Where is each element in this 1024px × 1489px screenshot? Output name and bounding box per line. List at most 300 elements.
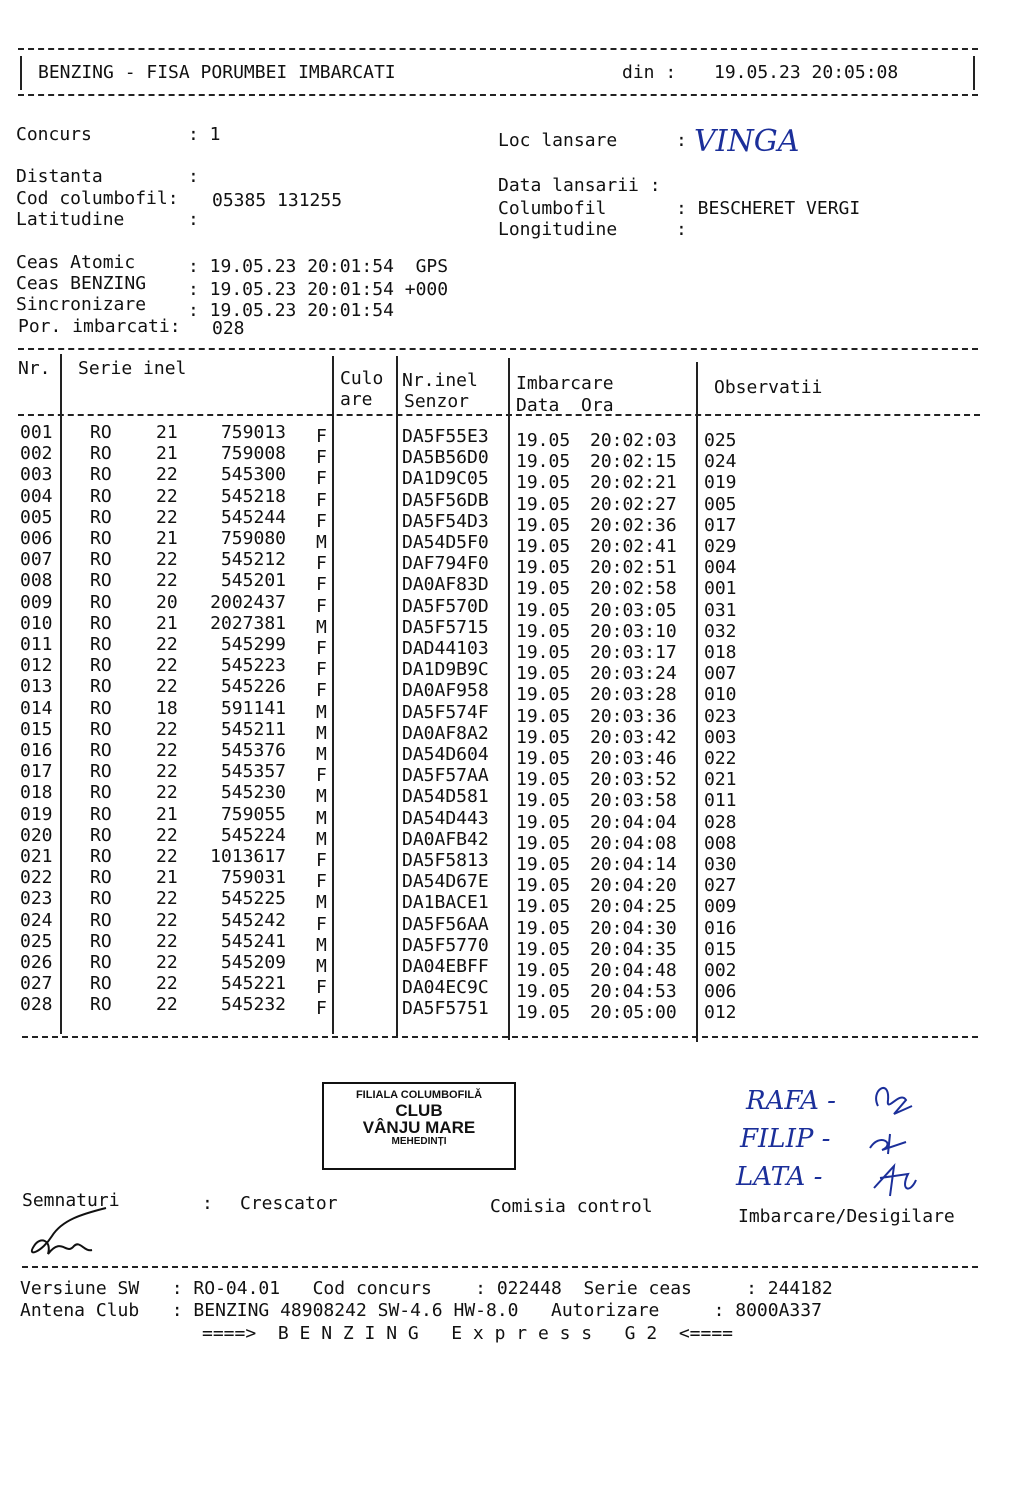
longitudine-value: : — [676, 219, 687, 240]
row-sex: M — [316, 616, 327, 638]
row-ring: 759031 — [220, 867, 286, 889]
concurs-label: Concurs — [16, 124, 92, 145]
header-right-border — [973, 56, 975, 90]
row-year: 22 — [156, 655, 178, 677]
row-time: 20:02:41 — [590, 536, 677, 557]
row-sensor: DA5F56DB — [402, 489, 489, 511]
row-date: 19.05 — [516, 451, 571, 473]
semnaturi-colon: : — [202, 1193, 213, 1214]
row-observatii: 012 — [704, 1002, 737, 1024]
row-nr: 024 — [20, 909, 53, 931]
row-time: 20:02:21 — [590, 472, 677, 494]
row-observatii: 006 — [704, 981, 737, 1003]
loc-lansare-handwritten: VINGA — [694, 124, 800, 159]
row-time: 20:04:08 — [590, 832, 677, 854]
row-observatii: 018 — [704, 642, 737, 663]
row-country: RO — [90, 634, 112, 655]
handwritten-filip: FILIP - — [740, 1124, 831, 1154]
row-date: 19.05 — [516, 1002, 571, 1024]
row-sensor: DA0AF83D — [402, 574, 489, 596]
distanta-label: Distanta — [16, 166, 103, 187]
table-row — [0, 634, 1000, 663]
row-ring: 591141 — [220, 697, 286, 719]
row-sex: F — [316, 553, 327, 575]
row-country: RO — [90, 824, 112, 846]
comisia-control-label: Comisia control — [490, 1196, 653, 1217]
row-country: RO — [90, 591, 112, 613]
row-ring: 545211 — [220, 718, 286, 740]
row-observatii: 022 — [704, 748, 737, 769]
row-sensor: DA1D9C05 — [402, 468, 489, 490]
data-lansarii-label: Data lansarii : — [498, 175, 661, 196]
ceas-benzing-value: : 19.05.23 20:01:54 +000 — [188, 279, 449, 300]
row-country: RO — [90, 994, 112, 1016]
crescator-label: Crescator — [240, 1193, 338, 1214]
columbofil-label: Columbofil — [498, 198, 607, 219]
row-date: 19.05 — [516, 981, 571, 1003]
row-observatii: 032 — [704, 620, 737, 642]
row-country: RO — [90, 952, 112, 973]
crescator-signature — [22, 1206, 112, 1266]
row-nr: 011 — [20, 634, 53, 655]
row-time: 20:03:05 — [590, 599, 677, 621]
row-country: RO — [90, 761, 112, 783]
footer-benzing-express: ====> B E N Z I N G E x p r e s s G 2 <==== — [202, 1323, 734, 1344]
table-row — [0, 464, 1000, 494]
ceas-atomic-label: Ceas Atomic — [16, 252, 136, 273]
row-sex: F — [316, 574, 327, 596]
row-ring: 545212 — [220, 549, 286, 571]
row-sex: F — [316, 765, 327, 787]
row-date: 19.05 — [516, 811, 571, 833]
row-time: 20:04:53 — [590, 981, 677, 1003]
row-year: 22 — [156, 506, 178, 528]
row-date: 19.05 — [516, 748, 571, 769]
col-header-nr: Nr. — [18, 358, 51, 379]
footer-versiune-line: Versiune SW : RO-04.01 Cod concurs : 022448 Serie ceas : 244182 — [20, 1278, 833, 1299]
header-left-border — [20, 56, 22, 90]
row-sensor: DA5B56D0 — [402, 447, 489, 469]
row-observatii: 009 — [704, 896, 737, 918]
row-observatii: 021 — [704, 769, 737, 791]
row-sex: F — [316, 871, 327, 893]
row-ring: 545300 — [220, 464, 286, 486]
row-year: 22 — [156, 973, 178, 995]
cod-columbofil-label: Cod columbofil: — [16, 188, 179, 209]
col-header-observatii: Observatii — [714, 377, 823, 398]
row-country: RO — [90, 740, 112, 761]
row-year: 22 — [156, 740, 178, 761]
row-time: 20:03:46 — [590, 748, 677, 769]
row-sex: F — [316, 850, 327, 871]
row-time: 20:04:14 — [590, 854, 677, 875]
row-nr: 013 — [20, 676, 53, 698]
table-row — [0, 697, 1000, 727]
row-date: 19.05 — [516, 536, 571, 557]
row-time: 20:04:35 — [590, 938, 677, 960]
header-bottom-rule — [18, 94, 978, 96]
table-row — [0, 994, 1000, 1024]
row-sensor: DA54D5F0 — [402, 532, 489, 553]
sincronizare-label: Sincronizare — [16, 294, 147, 315]
row-ring: 545244 — [220, 506, 286, 528]
row-sex: F — [316, 680, 327, 702]
row-nr: 025 — [20, 930, 53, 952]
table-row — [0, 528, 1000, 557]
table-header-rule — [18, 414, 980, 416]
row-observatii: 015 — [704, 938, 737, 960]
stamp-line-4: MEHEDINȚI — [391, 1136, 447, 1148]
row-nr: 009 — [20, 591, 53, 613]
row-sensor: DAD44103 — [402, 638, 489, 659]
row-observatii: 003 — [704, 726, 737, 748]
print-datetime: 19.05.23 20:05:08 — [714, 62, 899, 83]
row-year: 21 — [156, 803, 178, 825]
row-nr: 026 — [20, 952, 53, 973]
col-header-nrinel-1: Nr.inel — [402, 370, 478, 391]
row-year: 22 — [156, 909, 178, 931]
ceas-benzing-label: Ceas BENZING — [16, 273, 147, 294]
latitudine-value: : — [188, 209, 199, 230]
row-observatii: 007 — [704, 663, 737, 685]
row-country: RO — [90, 973, 112, 995]
row-year: 18 — [156, 697, 178, 719]
row-year: 22 — [156, 888, 178, 910]
row-ring: 545242 — [220, 909, 286, 931]
row-date: 19.05 — [516, 493, 571, 515]
row-sex: M — [316, 532, 327, 553]
row-year: 22 — [156, 718, 178, 740]
row-ring: 759080 — [220, 528, 286, 549]
row-observatii: 005 — [704, 493, 737, 515]
header-top-rule — [18, 48, 978, 50]
col-header-nrinel-2: Senzor — [404, 391, 470, 412]
table-row — [0, 422, 1000, 451]
row-time: 20:02:15 — [590, 451, 677, 473]
row-year: 22 — [156, 782, 178, 804]
row-date: 19.05 — [516, 726, 571, 748]
row-year: 21 — [156, 867, 178, 889]
row-time: 20:03:52 — [590, 769, 677, 791]
stamp-line-1: FILIALA COLUMBOFILĂ — [355, 1089, 483, 1101]
table-row — [0, 676, 1000, 706]
table-row — [0, 930, 1000, 960]
row-year: 21 — [156, 422, 178, 443]
sincronizare-value: : 19.05.23 20:01:54 — [188, 300, 394, 321]
row-observatii: 004 — [704, 557, 737, 579]
row-observatii: 023 — [704, 705, 737, 727]
table-row — [0, 803, 1000, 833]
row-nr: 017 — [20, 761, 53, 783]
row-sensor: DA1BACE1 — [402, 892, 489, 914]
row-ring: 759055 — [220, 803, 286, 825]
col-header-serie-inel: Serie inel — [78, 358, 187, 379]
row-time: 20:03:28 — [590, 684, 677, 706]
row-country: RO — [90, 888, 112, 910]
handwritten-lata: LATA - — [736, 1162, 823, 1192]
row-country: RO — [90, 867, 112, 889]
row-year: 22 — [156, 761, 178, 783]
row-ring: 545376 — [220, 740, 286, 761]
row-date: 19.05 — [516, 896, 571, 918]
row-sensor: DA54D443 — [402, 807, 489, 829]
row-sex: F — [316, 638, 327, 659]
col-header-imbarcare-1: Imbarcare — [516, 373, 614, 394]
footer-rule — [22, 1266, 978, 1268]
stamp-line-2: CLUB — [395, 1100, 443, 1120]
row-year: 22 — [156, 994, 178, 1016]
row-date: 19.05 — [516, 938, 571, 960]
row-date: 19.05 — [516, 684, 571, 706]
row-year: 22 — [156, 549, 178, 571]
row-observatii: 011 — [704, 790, 737, 812]
table-bottom-rule — [22, 1036, 978, 1038]
row-time: 20:04:25 — [590, 896, 677, 918]
table-row — [0, 846, 1000, 875]
table-row — [0, 485, 1000, 515]
row-time: 20:03:10 — [590, 620, 677, 642]
table-row — [0, 761, 1000, 791]
row-ring: 545225 — [220, 888, 286, 910]
row-time: 20:03:58 — [590, 790, 677, 812]
row-ring: 545299 — [220, 634, 286, 655]
table-row — [0, 740, 1000, 769]
row-sensor: DA04EC9C — [402, 977, 489, 999]
col-header-culoare-1: Culo — [340, 368, 384, 389]
row-ring: 759013 — [220, 422, 286, 443]
row-sensor: DA5F5751 — [402, 998, 489, 1020]
row-country: RO — [90, 676, 112, 698]
row-sensor: DA5F54D3 — [402, 510, 489, 532]
row-sensor: DA5F56AA — [402, 913, 489, 935]
row-ring: 545224 — [220, 824, 286, 846]
row-country: RO — [90, 549, 112, 571]
row-sex: M — [316, 956, 327, 977]
imbarcare-desigilare-label: Imbarcare/Desigilare — [738, 1206, 955, 1227]
row-year: 21 — [156, 612, 178, 634]
table-row — [0, 506, 1000, 536]
row-country: RO — [90, 528, 112, 549]
row-year: 21 — [156, 528, 178, 549]
row-time: 20:03:24 — [590, 663, 677, 685]
row-sex: F — [316, 998, 327, 1020]
row-nr: 022 — [20, 867, 53, 889]
row-year: 22 — [156, 634, 178, 655]
row-country: RO — [90, 782, 112, 804]
row-observatii: 031 — [704, 599, 737, 621]
row-country: RO — [90, 655, 112, 677]
row-ring: 545241 — [220, 930, 286, 952]
footer-antena-line: Antena Club : BENZING 48908242 SW-4.6 HW-8.0 Autorizare : 8000A337 — [20, 1300, 822, 1321]
row-nr: 004 — [20, 485, 53, 507]
row-time: 20:02:51 — [590, 557, 677, 579]
row-country: RO — [90, 485, 112, 507]
loc-lansare-label: Loc lansare — [498, 130, 618, 151]
row-observatii: 016 — [704, 917, 737, 939]
row-nr: 019 — [20, 803, 53, 825]
row-nr: 014 — [20, 697, 53, 719]
row-time: 20:02:58 — [590, 578, 677, 600]
row-ring: 545232 — [220, 994, 286, 1016]
row-sensor: DA0AFB42 — [402, 828, 489, 850]
row-date: 19.05 — [516, 705, 571, 727]
din-label: din : — [622, 62, 677, 83]
row-observatii: 027 — [704, 875, 737, 897]
club-stamp — [322, 1082, 516, 1170]
distanta-value: : — [188, 166, 199, 187]
table-row — [0, 782, 1000, 812]
ceas-atomic-value: : 19.05.23 20:01:54 GPS — [188, 256, 449, 277]
row-observatii: 025 — [704, 430, 737, 451]
row-sex: M — [316, 892, 327, 914]
row-nr: 028 — [20, 994, 53, 1016]
row-time: 20:04:48 — [590, 960, 677, 981]
row-observatii: 017 — [704, 514, 737, 536]
row-nr: 002 — [20, 443, 53, 465]
row-year: 22 — [156, 846, 178, 867]
stamp-line-3: VÂNJU MARE — [362, 1118, 476, 1138]
row-observatii: 002 — [704, 960, 737, 981]
row-nr: 020 — [20, 824, 53, 846]
row-sensor: DA54D67E — [402, 871, 489, 893]
row-time: 20:02:03 — [590, 430, 677, 451]
row-nr: 012 — [20, 655, 53, 677]
row-observatii: 029 — [704, 536, 737, 557]
row-ring: 545226 — [220, 676, 286, 698]
row-sex: M — [316, 934, 327, 956]
row-country: RO — [90, 443, 112, 465]
row-sex: F — [316, 595, 327, 617]
row-time: 20:04:30 — [590, 917, 677, 939]
row-date: 19.05 — [516, 790, 571, 812]
row-sensor: DA04EBFF — [402, 956, 489, 977]
row-ring: 545218 — [220, 485, 286, 507]
row-observatii: 019 — [704, 472, 737, 494]
row-time: 20:02:36 — [590, 514, 677, 536]
row-ring: 545230 — [220, 782, 286, 804]
row-country: RO — [90, 846, 112, 867]
row-sensor: DA5F570D — [402, 595, 489, 617]
row-ring: 759008 — [220, 443, 286, 465]
concurs-value: : 1 — [188, 124, 221, 145]
row-time: 20:02:27 — [590, 493, 677, 515]
row-ring: 1013617 — [210, 846, 286, 867]
table-row — [0, 824, 1000, 854]
table-row — [0, 888, 1000, 918]
row-country: RO — [90, 422, 112, 443]
row-year: 22 — [156, 485, 178, 507]
document-title: BENZING - FISA PORUMBEI IMBARCATI — [38, 62, 396, 83]
row-year: 22 — [156, 930, 178, 952]
row-observatii: 001 — [704, 578, 737, 600]
row-sensor: DA5F55E3 — [402, 426, 489, 447]
row-country: RO — [90, 506, 112, 528]
table-row — [0, 612, 1000, 642]
row-date: 19.05 — [516, 769, 571, 791]
row-sensor: DA0AF958 — [402, 680, 489, 702]
row-ring: 2002437 — [210, 591, 286, 613]
row-sex: F — [316, 510, 327, 532]
table-row — [0, 591, 1000, 621]
longitudine-label: Longitudine — [498, 219, 618, 240]
col-header-culoare-2: are — [340, 389, 373, 410]
row-date: 19.05 — [516, 599, 571, 621]
table-row — [0, 549, 1000, 579]
row-ring: 545209 — [220, 952, 286, 973]
row-nr: 008 — [20, 570, 53, 592]
row-time: 20:03:36 — [590, 705, 677, 727]
row-ring: 545201 — [220, 570, 286, 592]
row-nr: 015 — [20, 718, 53, 740]
row-observatii: 030 — [704, 854, 737, 875]
cod-columbofil-value: 05385 131255 — [212, 190, 343, 211]
row-sex: M — [316, 786, 327, 808]
row-country: RO — [90, 909, 112, 931]
row-sex: F — [316, 659, 327, 681]
row-time: 20:04:20 — [590, 875, 677, 897]
row-nr: 018 — [20, 782, 53, 804]
row-ring: 2027381 — [210, 612, 286, 634]
row-date: 19.05 — [516, 430, 571, 451]
row-sensor: DA1D9B9C — [402, 659, 489, 681]
row-year: 22 — [156, 952, 178, 973]
row-sex: M — [316, 744, 327, 765]
row-nr: 016 — [20, 740, 53, 761]
row-country: RO — [90, 803, 112, 825]
row-sex: F — [316, 913, 327, 935]
row-time: 20:03:17 — [590, 642, 677, 663]
row-sex: F — [316, 977, 327, 999]
row-nr: 023 — [20, 888, 53, 910]
row-nr: 003 — [20, 464, 53, 486]
row-date: 19.05 — [516, 472, 571, 494]
row-date: 19.05 — [516, 557, 571, 579]
handwritten-rafa: RAFA - — [746, 1086, 836, 1116]
row-time: 20:05:00 — [590, 1002, 677, 1024]
row-sensor: DAF794F0 — [402, 553, 489, 575]
row-sex: F — [316, 447, 327, 469]
row-date: 19.05 — [516, 514, 571, 536]
row-date: 19.05 — [516, 578, 571, 600]
row-sex: M — [316, 701, 327, 723]
row-nr: 021 — [20, 846, 53, 867]
latitudine-label: Latitudine — [16, 209, 125, 230]
row-date: 19.05 — [516, 620, 571, 642]
table-row — [0, 909, 1000, 939]
row-observatii: 010 — [704, 684, 737, 706]
row-sex: F — [316, 426, 327, 447]
row-nr: 006 — [20, 528, 53, 549]
row-nr: 005 — [20, 506, 53, 528]
row-sensor: DA5F5770 — [402, 934, 489, 956]
row-sex: F — [316, 468, 327, 490]
table-row — [0, 570, 1000, 600]
row-year: 21 — [156, 443, 178, 465]
row-year: 22 — [156, 824, 178, 846]
row-year: 20 — [156, 591, 178, 613]
row-observatii: 028 — [704, 811, 737, 833]
row-country: RO — [90, 697, 112, 719]
row-nr: 007 — [20, 549, 53, 571]
row-sensor: DA0AF8A2 — [402, 722, 489, 744]
row-sensor: DA5F57AA — [402, 765, 489, 787]
loc-lansare-colon: : — [676, 130, 687, 151]
row-year: 22 — [156, 464, 178, 486]
row-ring: 545357 — [220, 761, 286, 783]
row-year: 22 — [156, 676, 178, 698]
row-nr: 027 — [20, 973, 53, 995]
row-sex: M — [316, 722, 327, 744]
